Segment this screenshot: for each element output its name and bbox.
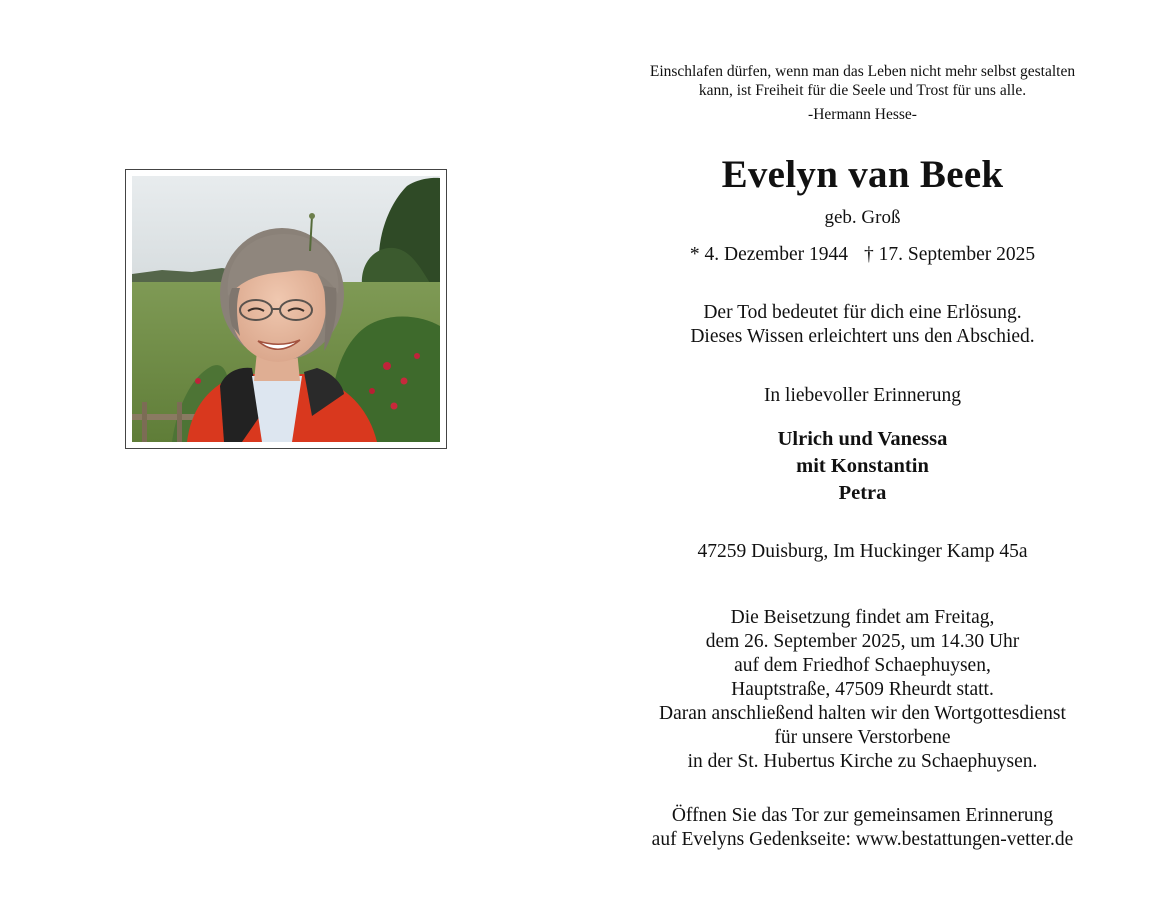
- family-names: [600, 426, 1125, 507]
- online-line: auf Evelyns Gedenkseite: www.bestattungen-vetter.de: [651, 829, 1074, 850]
- quote-line: kann, ist Freiheit für die Seele und Trost für uns alle.: [698, 82, 1027, 99]
- deceased-name: Evelyn van Beek: [721, 153, 1004, 196]
- death-date: † 17. September 2025: [863, 244, 1036, 265]
- funeral-line: Die Beisetzung findet am Freitag,: [730, 607, 995, 628]
- funeral-line: auf dem Friedhof Schaephuysen,: [734, 655, 991, 676]
- family-address: 47259 Duisburg, Im Huckinger Kamp 45a: [697, 541, 1028, 562]
- life-dates: [600, 244, 1125, 266]
- message-line: Der Tod bedeutet für dich eine Erlösung.: [703, 302, 1022, 323]
- message-line: Dieses Wissen erleichtert uns den Abschied.: [690, 326, 1035, 347]
- memory-heading: In liebevoller Erinnerung: [763, 385, 962, 406]
- portrait-photo: [132, 176, 440, 442]
- farewell-message: [600, 301, 1125, 349]
- funeral-line: Daran anschließend halten wir den Wortgottesdienst: [659, 703, 1066, 724]
- online-line: Öffnen Sie das Tor zur gemeinsamen Erinnerung: [671, 805, 1054, 826]
- funeral-line: dem 26. September 2025, um 14.30 Uhr: [705, 631, 1020, 652]
- birth-date: * 4. Dezember 1944: [689, 244, 848, 265]
- online-memorial: [600, 804, 1125, 852]
- family-line: mit Konstantin: [796, 455, 929, 477]
- family-line: Petra: [838, 482, 887, 504]
- quote-author: -Hermann Hesse-: [808, 106, 917, 123]
- portrait-photo-frame: [125, 169, 447, 449]
- quote: [600, 62, 1125, 100]
- funeral-details: [600, 606, 1125, 774]
- birth-name: geb. Groß: [824, 207, 901, 228]
- funeral-line: für unsere Verstorbene: [774, 727, 951, 748]
- funeral-line: in der St. Hubertus Kirche zu Schaephuysen.: [687, 751, 1038, 772]
- family-line: Ulrich und Vanessa: [777, 428, 948, 450]
- funeral-line: Hauptstraße, 47509 Rheurdt statt.: [731, 679, 994, 700]
- quote-line: Einschlafen dürfen, wenn man das Leben nicht mehr selbst gestalten: [649, 63, 1076, 80]
